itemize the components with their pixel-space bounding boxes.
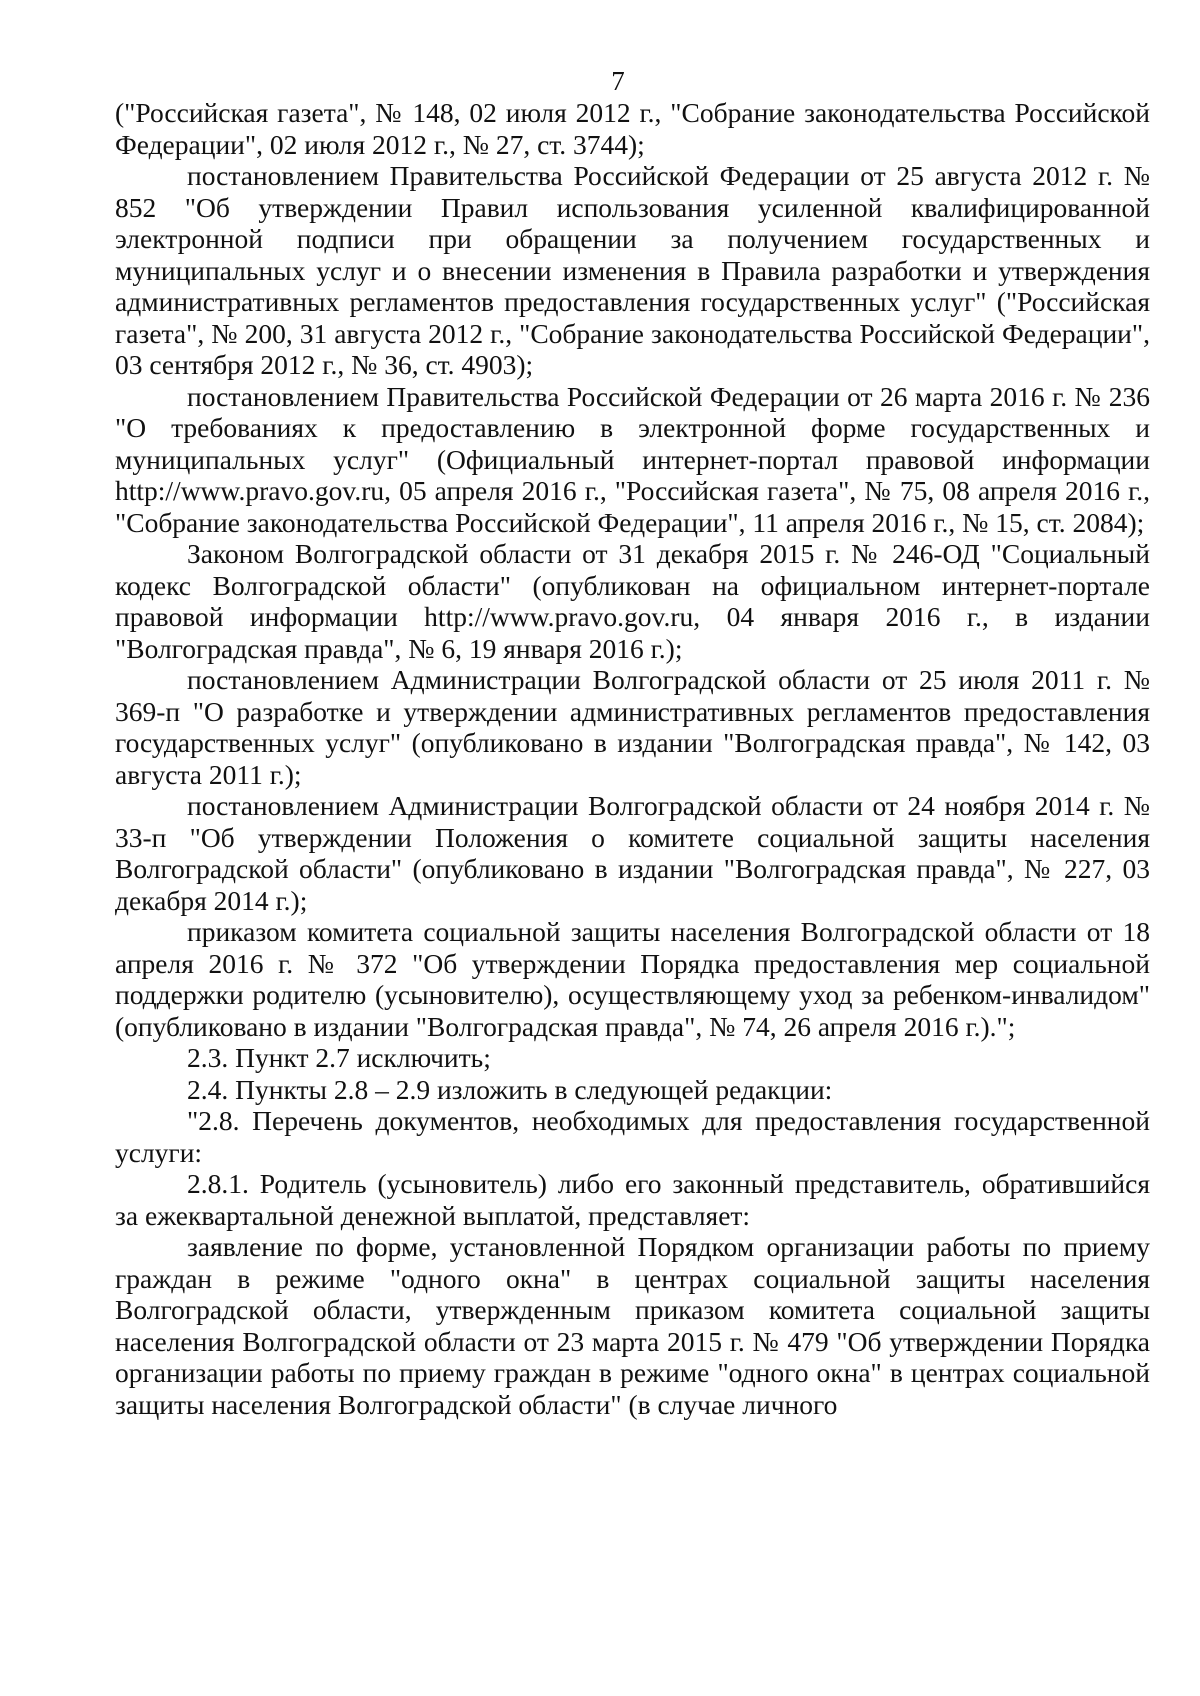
- paragraph: "2.8. Перечень документов, необходимых для предоставления государственной услуги:: [115, 1105, 1150, 1168]
- paragraph: постановлением Правительства Российской Федерации от 26 марта 2016 г. № 236 "О требованиях к предоставлению в электронной форме государственных и муниципальных услуг" (Официальный интернет-портал правовой информации http://www.pravo.gov.ru, 05 апреля 2016 г., "Российская газета", № 75, 08 апреля 2016 г., "Собрание законодательства Российской Федерации", 11 апреля 2016 г., № 15, ст. 2084);: [115, 380, 1150, 538]
- paragraph: 2.4. Пункты 2.8 – 2.9 изложить в следующей редакции:: [187, 1073, 833, 1105]
- paragraph: заявление по форме, установленной Порядком организации работы по приему граждан в режиме "одного окна" в центрах социальной защиты населения Волгоградской области, утвержденным приказом комитета социальной защиты населения Волгоградской области от 23 марта 2015 г. № 479 "Об утверждении Порядка организации работы по приему граждан в режиме "одного окна" в центрах социальной защиты населения Волгоградской области" (в случае личного: [115, 1231, 1150, 1420]
- paragraph: постановлением Администрации Волгоградской области от 25 июля 2011 г. № 369-п "О разработке и утверждении административных регламентов предоставления государственных услуг" (опубликовано в издании "Волгоградская правда", № 142, 03 августа 2011 г.);: [115, 664, 1150, 790]
- document-body: [115, 97, 1150, 1420]
- paragraph: 2.8.1. Родитель (усыновитель) либо его законный представитель, обратившийся за ежеквартальной денежной выплатой, представляет:: [115, 1168, 1150, 1231]
- paragraph: Законом Волгоградской области от 31 декабря 2015 г. № 246-ОД "Социальный кодекс Волгоградской области" (опубликован на официальном интернет-портале правовой информации http://www.pravo.gov.ru, 04 января 2016 г., в издании "Волгоградская правда", № 6, 19 января 2016 г.);: [115, 538, 1150, 664]
- paragraph: приказом комитета социальной защиты населения Волгоградской области от 18 апреля 2016 г. № 372 "Об утверждении Порядка предоставления мер социальной поддержки родителю (усыновителю), осуществляющему уход за ребенком-инвалидом" (опубликовано в издании "Волгоградская правда", № 74, 26 апреля 2016 г.).";: [115, 916, 1150, 1042]
- paragraph: постановлением Правительства Российской Федерации от 25 августа 2012 г. № 852 "Об утверждении Правил использования усиленной квалифицированной электронной подписи при обращении за получением государственных и муниципальных услуг и о внесении изменения в Правила разработки и утверждения административных регламентов предоставления государственных услуг" ("Российская газета", № 200, 31 августа 2012 г., "Собрание законодательства Российской Федерации", 03 сентября 2012 г., № 36, ст. 4903);: [115, 160, 1150, 380]
- paragraph: постановлением Администрации Волгоградской области от 24 ноября 2014 г. № 33-п "Об утверждении Положения о комитете социальной защиты населения Волгоградской области" (опубликовано в издании "Волгоградская правда", № 227, 03 декабря 2014 г.);: [115, 790, 1150, 916]
- page-number: 7: [611, 66, 625, 96]
- paragraph: ("Российская газета", № 148, 02 июля 2012 г., "Собрание законодательства Российской Федерации", 02 июля 2012 г., № 27, ст. 3744);: [115, 97, 1150, 160]
- paragraph: 2.3. Пункт 2.7 исключить;: [187, 1042, 491, 1073]
